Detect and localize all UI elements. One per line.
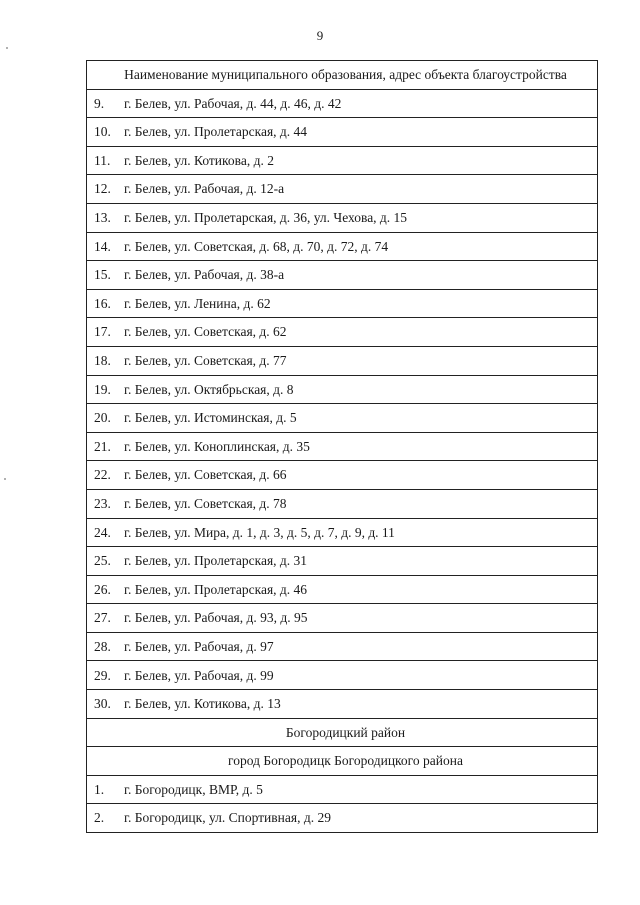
address-cell: [87, 203, 598, 232]
address-cell: [87, 461, 598, 490]
row-number: 12.: [94, 181, 111, 197]
address-cell: [87, 632, 598, 661]
address-cell: [87, 261, 598, 290]
row-number: 26.: [94, 581, 111, 597]
row-number: 29.: [94, 667, 111, 683]
address-cell: [87, 661, 598, 690]
row-number: 11.: [94, 152, 111, 168]
address-text: г. Белев, ул. Ленина, д. 62: [124, 295, 271, 311]
row-number: 24.: [94, 524, 111, 540]
table-row: [87, 461, 598, 490]
address-cell: [87, 489, 598, 518]
row-number: 13.: [94, 210, 111, 226]
table-row: [87, 489, 598, 518]
row-number: 30.: [94, 696, 111, 712]
address-cell: [87, 175, 598, 204]
address-cell: [87, 518, 598, 547]
row-number: 27.: [94, 610, 111, 626]
section-row: [87, 747, 598, 776]
row-number: 21.: [94, 438, 111, 454]
section-heading: город Богородицк Богородицкого района: [87, 747, 598, 776]
table-row: [87, 203, 598, 232]
table-row: [87, 232, 598, 261]
address-text: г. Белев, ул. Советская, д. 66: [124, 467, 287, 483]
table-row: [87, 804, 598, 833]
table-row: [87, 604, 598, 633]
table-row: [87, 346, 598, 375]
address-text: г. Белев, ул. Котикова, д. 2: [124, 152, 274, 168]
address-text: г. Белев, ул. Рабочая, д. 12-а: [124, 181, 285, 197]
table-row: [87, 289, 598, 318]
address-cell: [87, 89, 598, 118]
table-row: [87, 175, 598, 204]
address-text: г. Белев, ул. Рабочая, д. 38-а: [124, 267, 285, 283]
address-cell: [87, 547, 598, 576]
address-text: г. Белев, ул. Рабочая, д. 93, д. 95: [124, 610, 308, 626]
row-number: 19.: [94, 381, 111, 397]
table-header-row: [87, 61, 598, 90]
address-text: г. Белев, ул. Октябрьская, д. 8: [124, 381, 294, 397]
section-heading: Богородицкий район: [87, 718, 598, 747]
row-number: 25.: [94, 553, 111, 569]
row-number: 20.: [94, 410, 111, 426]
section-row: [87, 718, 598, 747]
address-cell: [87, 346, 598, 375]
address-text: г. Богородицк, ВМР, д. 5: [124, 781, 263, 797]
address-cell: [87, 318, 598, 347]
table-row: [87, 575, 598, 604]
address-cell: [87, 404, 598, 433]
address-text: г. Белев, ул. Рабочая, д. 99: [124, 667, 274, 683]
table-row: [87, 89, 598, 118]
row-number: 10.: [94, 124, 111, 140]
address-cell: [87, 575, 598, 604]
address-cell: [87, 690, 598, 719]
row-number: 18.: [94, 352, 111, 368]
row-number: 14.: [94, 238, 111, 254]
row-number: 9.: [94, 95, 105, 111]
address-text: г. Белев, ул. Рабочая, д. 97: [124, 638, 274, 654]
address-cell: [87, 232, 598, 261]
address-cell: [87, 289, 598, 318]
address-text: г. Белев, ул. Истоминская, д. 5: [124, 410, 297, 426]
address-text: г. Богородицк, ул. Спортивная, д. 29: [124, 810, 331, 826]
address-cell: [87, 146, 598, 175]
address-cell: [87, 432, 598, 461]
address-text: г. Белев, ул. Рабочая, д. 44, д. 46, д. 42: [124, 95, 342, 111]
table-row: [87, 547, 598, 576]
address-text: г. Белев, ул. Пролетарская, д. 44: [124, 124, 308, 140]
table-row: [87, 118, 598, 147]
page-number: 9: [316, 28, 324, 43]
row-number: 1.: [94, 781, 105, 797]
address-text: г. Белев, ул. Советская, д. 78: [124, 495, 287, 511]
address-text: г. Белев, ул. Пролетарская, д. 36, ул. Чехова, д. 15: [124, 210, 408, 226]
table-row: [87, 632, 598, 661]
row-number: 2.: [94, 810, 105, 826]
address-text: г. Белев, ул. Коноплинская, д. 35: [124, 438, 310, 454]
address-cell: [87, 375, 598, 404]
row-number: 28.: [94, 638, 111, 654]
address-cell: [87, 775, 598, 804]
row-number: 15.: [94, 267, 111, 283]
row-number: 22.: [94, 467, 111, 483]
address-cell: [87, 604, 598, 633]
table-row: [87, 261, 598, 290]
row-number: 16.: [94, 295, 111, 311]
address-text: г. Белев, ул. Советская, д. 68, д. 70, д. 72, д. 74: [124, 238, 389, 254]
address-text: г. Белев, ул. Котикова, д. 13: [124, 696, 281, 712]
address-cell: [87, 118, 598, 147]
address-cell: [87, 804, 598, 833]
row-number: 23.: [94, 495, 111, 511]
table-row: [87, 518, 598, 547]
table-row: [87, 775, 598, 804]
address-text: г. Белев, ул. Советская, д. 77: [124, 352, 287, 368]
address-text: г. Белев, ул. Пролетарская, д. 31: [124, 553, 308, 569]
table-row: [87, 146, 598, 175]
table-row: [87, 404, 598, 433]
table-header: Наименование муниципального образования, адрес объекта благоустройства: [87, 61, 598, 90]
table-row: [87, 432, 598, 461]
row-number: 17.: [94, 324, 111, 340]
margin-dot: [4, 478, 6, 480]
table-row: [87, 690, 598, 719]
table-row: [87, 375, 598, 404]
table-row: [87, 318, 598, 347]
margin-dot: [6, 47, 8, 49]
address-text: г. Белев, ул. Советская, д. 62: [124, 324, 287, 340]
table-row: [87, 661, 598, 690]
address-text: г. Белев, ул. Мира, д. 1, д. 3, д. 5, д. 7, д. 9, д. 11: [124, 524, 395, 540]
address-text: г. Белев, ул. Пролетарская, д. 46: [124, 581, 308, 597]
address-table: [86, 60, 598, 833]
